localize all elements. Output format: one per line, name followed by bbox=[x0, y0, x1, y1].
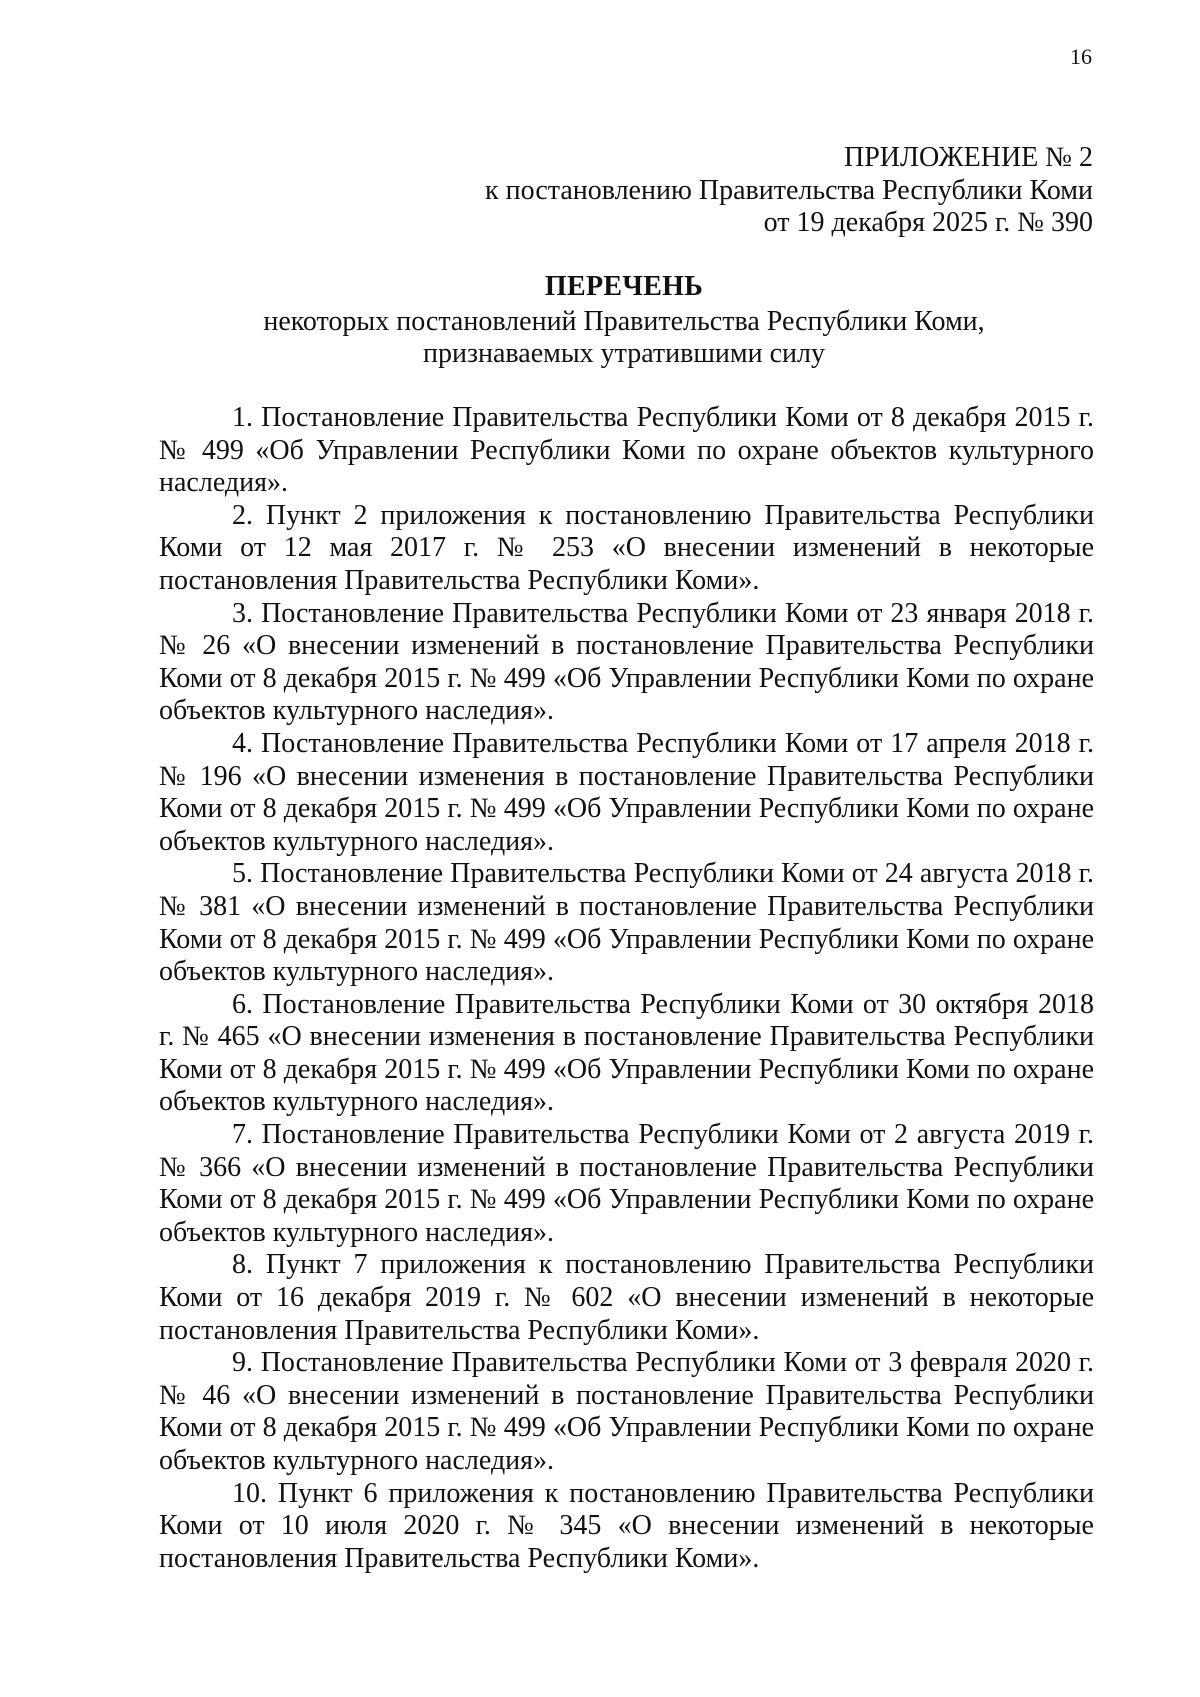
document-title: ПЕРЕЧЕНЬ bbox=[544, 271, 704, 302]
document-subtitle bbox=[0, 306, 1200, 370]
annex-header bbox=[393, 142, 1093, 240]
list-item: 1. Постановление Правительства Республики Коми от 8 декабря 2015 г. № 499 «Об Управлении Республики Коми по охране объектов культурного наследия». bbox=[159, 402, 1094, 499]
resolution-list bbox=[159, 402, 1094, 1575]
annex-reference: к постановлению Правительства Республики Коми bbox=[485, 174, 1093, 206]
list-item: 5. Постановление Правительства Республики Коми от 24 августа 2018 г. № 381 «О внесении изменений в постановление Правительства Республики Коми от 8 декабря 2015 г. № 499 «Об Управлении Республики Коми по охране объектов культурного наследия». bbox=[159, 858, 1094, 988]
list-item: 6. Постановление Правительства Республики Коми от 30 октября 2018 г. № 465 «О внесении изменения в постановление Правительства Республики Коми от 8 декабря 2015 г. № 499 «Об Управлении Республики Коми по охране объектов культурного наследия». bbox=[159, 988, 1094, 1118]
list-item: 10. Пункт 6 приложения к постановлению Правительства Республики Коми от 10 июля 2020 г. № 345 «О внесении изменений в некоторые постановления Правительства Республики Коми». bbox=[159, 1477, 1094, 1574]
annex-date: от 19 декабря 2025 г. № 390 bbox=[763, 207, 1093, 238]
annex-title: ПРИЛОЖЕНИЕ № 2 bbox=[844, 142, 1093, 173]
list-item: 4. Постановление Правительства Республики Коми от 17 апреля 2018 г. № 196 «О внесении изменения в постановление Правительства Республики Коми от 8 декабря 2015 г. № 499 «Об Управлении Республики Коми по охране объектов культурного наследия». bbox=[159, 727, 1094, 857]
list-item: 3. Постановление Правительства Республики Коми от 23 января 2018 г. № 26 «О внесении изменений в постановление Правительства Республики Коми от 8 декабря 2015 г. № 499 «Об Управлении Республики Коми по охране объектов культурного наследия». bbox=[159, 597, 1094, 727]
list-item: 8. Пункт 7 приложения к постановлению Правительства Республики Коми от 16 декабря 2019 г. № 602 «О внесении изменений в некоторые постановления Правительства Республики Коми». bbox=[159, 1249, 1094, 1346]
list-item: 7. Постановление Правительства Республики Коми от 2 августа 2019 г. № 366 «О внесении изменений в постановление Правительства Республики Коми от 8 декабря 2015 г. № 499 «Об Управлении Республики Коми по охране объектов культурного наследия». bbox=[159, 1119, 1094, 1248]
list-item: 9. Постановление Правительства Республики Коми от 3 февраля 2020 г. № 46 «О внесении изменений в постановление Правительства Республики Коми от 8 декабря 2015 г. № 499 «Об Управлении Республики Коми по охране объектов культурного наследия». bbox=[159, 1347, 1094, 1476]
subtitle-line-2: признаваемых утратившими силу bbox=[422, 338, 826, 369]
list-item: 2. Пункт 2 приложения к постановлению Правительства Республики Коми от 12 мая 2017 г. № 253 «О внесении изменений в некоторые постановления Правительства Республики Коми». bbox=[159, 499, 1094, 596]
page-number: 16 bbox=[1070, 44, 1092, 69]
subtitle-line-1: некоторых постановлений Правительства Республики Коми, bbox=[263, 306, 985, 337]
